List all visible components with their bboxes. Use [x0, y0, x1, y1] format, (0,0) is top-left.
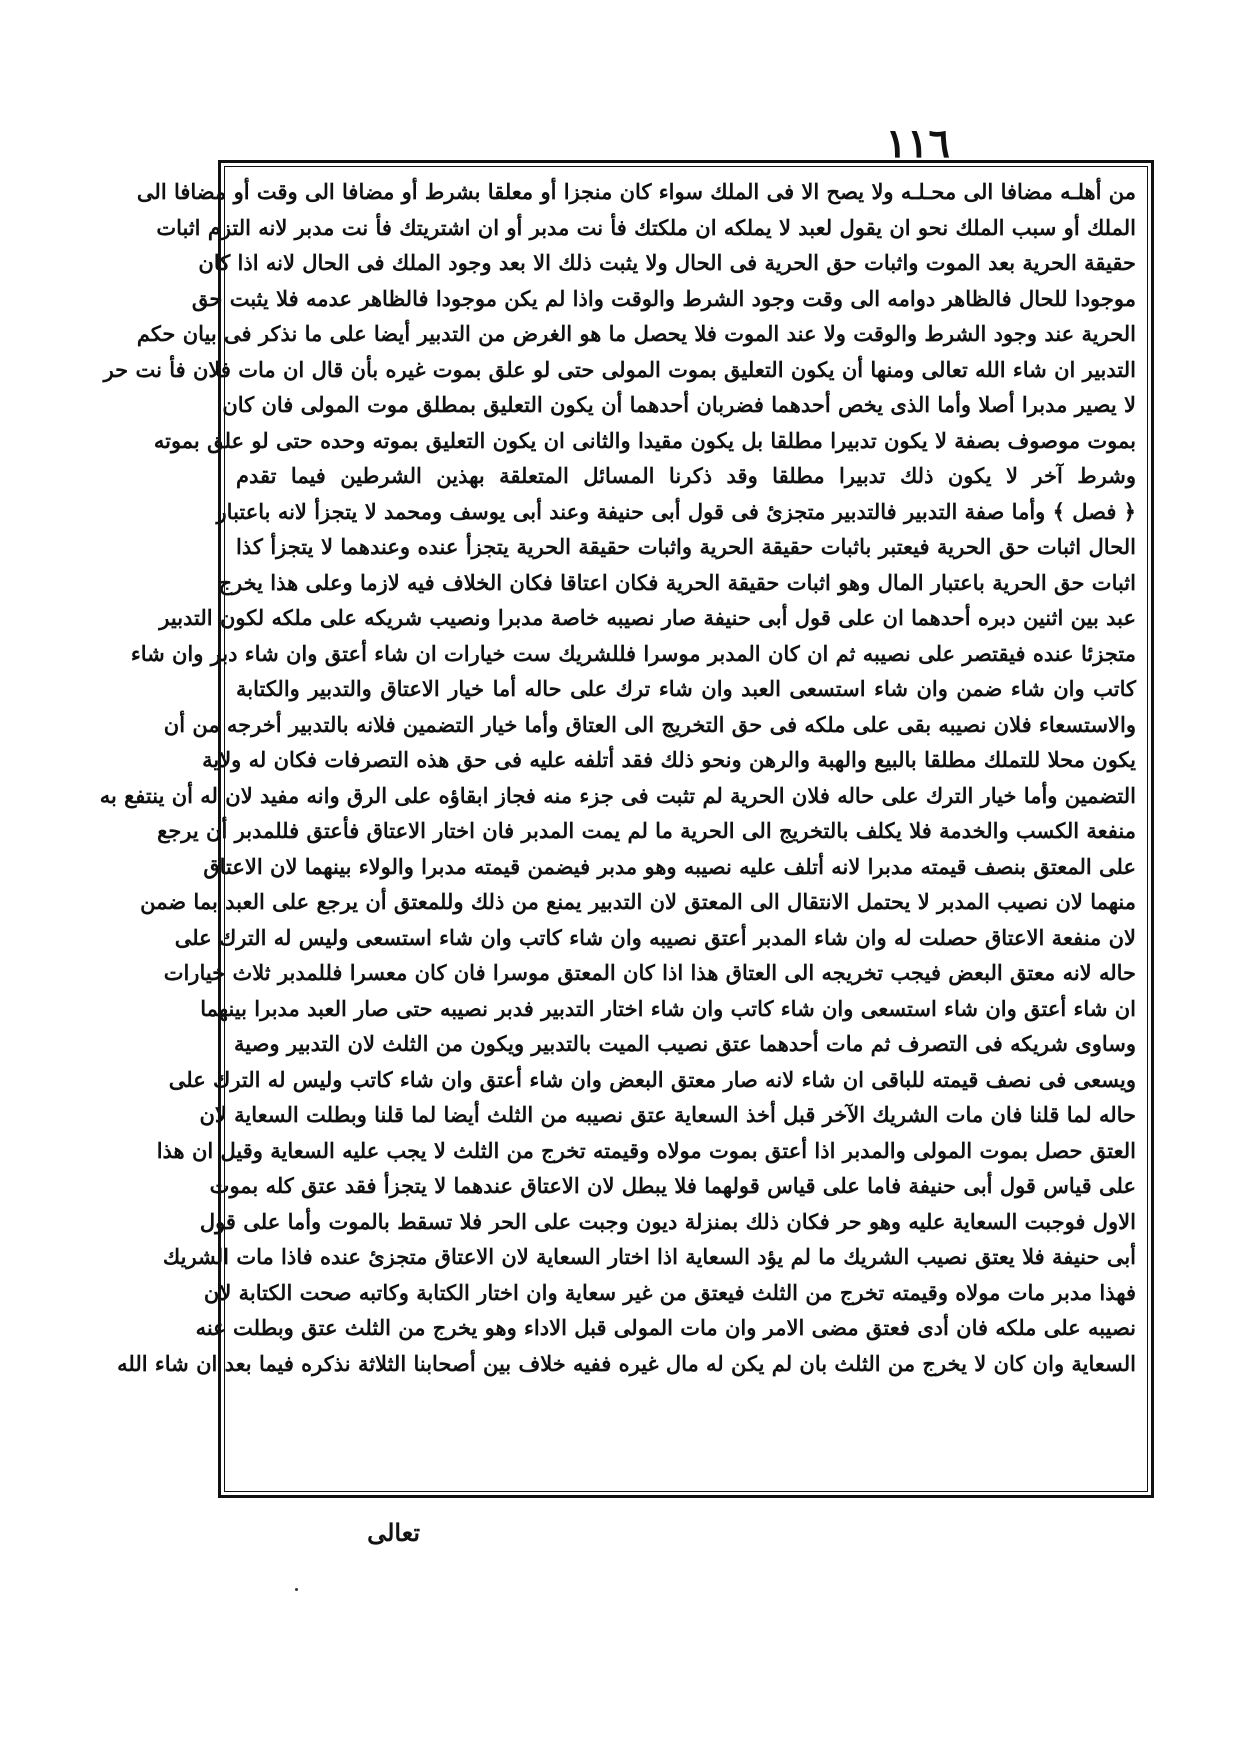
text-line: لا يصير مدبرا أصلا وأما الذى يخص أحدهما فضربان أحدهما أن يكون التعليق بمطلق موت المولى فان كان	[222, 392, 1136, 417]
text-line: حقيقة الحرية بعد الموت واثبات حق الحرية فى الحال ولا يثبت ذلك الا بعد وجود الملك فى الحال لانه اذا كان	[198, 250, 1136, 275]
text-line: الاول فوجبت السعاية عليه وهو حر فكان ذلك بمنزلة ديون وجبت على الحر فلا تسقط بالموت وأما على قول	[199, 1208, 1136, 1234]
text-line: وساوى شريكه فى التصرف ثم مات أحدهما عتق نصيب الميت بالتدبير ويكون من الثلث لان التدبير وصية	[234, 1031, 1136, 1056]
text-column	[99, 170, 1144, 1490]
text-line: موجودا للحال فالظاهر دوامه الى وقت وجود الشرط والوقت واذا لم يكن موجودا فالظاهر عدمه فلا يثبت حق	[191, 285, 1136, 311]
text-line: الملك أو سبب الملك نحو ان يقول لعبد لا يملكه ان ملكتك فأ نت مدبر أو ان اشتريتك فأ نت مدبر لانه التزم اثبات	[156, 214, 1136, 240]
text-line: ان شاء أعتق وان شاء استسعى وان شاء كاتب وان شاء اختار التدبير فدبر نصيبه حتى صار العبد مدبرا بينهما	[200, 995, 1136, 1021]
text-line: منفعة الكسب والخدمة فلا يكلف بالتخريج الى الحرية ما لم يمت المدبر فان اختار الاعتاق فأعتق فللمدبر أن يرجع	[157, 818, 1136, 843]
text-line: من أهلـه مضافا الى محـلـه ولا يصح الا فى الملك سواء كان منجزا أو معلقا بشرط أو مضافا الى وقت أو مضافا الى	[136, 179, 1136, 204]
text-line: ويسعى فى نصف قيمته للباقى ان شاء لانه صار معتق البعض وان شاء أعتق وان شاء كاتب وليس له الترك على	[168, 1066, 1136, 1092]
text-line: الحرية عند وجود الشرط والوقت ولا عند الموت فلا يحصل ما هو الغرض من التدبير أيضا على ما نذكر فى بيان حكم	[136, 321, 1136, 346]
text-line: عبد بين اثنين دبره أحدهما ان على قول أبى حنيفة صار نصيبه خاصة مدبرا ونصيب شريكه على ملكه لكون التدبير	[159, 605, 1136, 630]
text-line: أبى حنيفة فلا يعتق نصيب الشريك ما لم يؤد السعاية اذا اختار السعاية لان الاعتاق متجزئ عنده فاذا مات الشريك	[162, 1244, 1136, 1269]
text-line: على قياس قول أبى حنيفة فاما على قياس قولهما فلا يبطل لان الاعتاق عندهما لا يتجزأ فقد عتق كله بموت	[209, 1173, 1136, 1198]
text-line: والاستسعاء فلان نصيبه بقى على ملكه فى حق التخريج الى العتاق وأما خيار التضمين فلانه بالتدبير أخرجه من أن	[163, 711, 1136, 737]
text-line: على المعتق بنصف قيمته مدبرا لانه أتلف عليه نصيبه وهو مدبر فيضمن قيمته مدبرا والولاء بينهما لان الاعتاق	[203, 853, 1136, 879]
catchword: تعالى	[367, 1518, 420, 1547]
text-line: اثبات حق الحرية باعتبار المال وهو اثبات حقيقة الحرية فكان اعتاقا فكان الخلاف فيه لازما وعلى هذا يخرج	[218, 569, 1136, 595]
text-line: كاتب وان شاء ضمن وان شاء استسعى العبد وان شاء ترك على حاله أما خيار الاعتاق والتدبير والكتابة	[236, 676, 1136, 701]
text-line: متجزئا عنده فيقتصر على نصيبه ثم ان كان المدبر موسرا فللشريك ست خيارات ان شاء أعتق وان شاء دبر وان شاء	[130, 640, 1136, 666]
text-line: ﴿ فصل ﴾ وأما صفة التدبير فالتدبير متجزئ فى قول أبى حنيفة وعند أبى يوسف ومحمد لا يتجزأ لانه باعتبار	[216, 498, 1136, 524]
text-line: بموت موصوف بصفة لا يكون تدبيرا مطلقا بل يكون مقيدا والثانى ان يكون التعليق بموته وحده حتى لو علق بموته	[153, 427, 1136, 453]
text-line: حاله لانه معتق البعض فيجب تخريجه الى العتاق هذا اذا كان المعتق موسرا فان كان معسرا فللمدبر ثلاث خيارات	[163, 960, 1136, 985]
text-line: الحال اثبات حق الحرية فيعتبر باثبات حقيقة الحرية واثبات حقيقة الحرية يتجزأ عنده وعندهما لا يتجزأ كذا	[236, 534, 1136, 559]
ink-dot	[295, 1588, 298, 1591]
text-line: فهذا مدبر مات مولاه وقيمته تخرج من الثلث فيعتق من غير سعاية وان اختار الكتابة وكاتبه صحت الكتابة لان	[203, 1279, 1136, 1305]
text-line: العتق حصل بموت المولى والمدبر اذا أعتق بموت مولاه وقيمته تخرج من الثلث لا يجب عليه السعاية وقيل ان هذا	[156, 1137, 1136, 1163]
text-line: نصيبه على ملكه فان أدى فعتق مضى الامر وان مات المولى قبل الاداء وهو يخرج من الثلث عتق وبطلت عنه	[195, 1315, 1136, 1340]
text-line: لان منفعة الاعتاق حصلت له وان شاء المدبر أعتق نصيبه وان شاء كاتب وان شاء استسعى وليس له الترك على	[174, 924, 1136, 950]
text-line: التدبير ان شاء الله تعالى ومنها أن يكون التعليق بموت المولى حتى لو علق بموت غيره بأن قال ان مات فلان فأ نت حر	[103, 356, 1136, 382]
text-line: حاله لما قلنا فان مات الشريك الآخر قبل أخذ السعاية عتق نصيبه من الثلث أيضا لما قلنا وبطلت السعاية لان	[199, 1102, 1136, 1127]
text-line: منهما لان نصيب المدبر لا يحتمل الانتقال الى المعتق لان التدبير يمنع من ذلك وللمعتق أن يرجع على العبد بما ضمن	[140, 889, 1136, 914]
text-line: يكون محلا للتملك مطلقا بالبيع والهبة والرهن ونحو ذلك فقد أتلفه عليه فى حق هذه التصرفات فكان له ولاية	[202, 747, 1136, 772]
page-number: ١١٦	[885, 120, 950, 167]
text-line: التضمين وأما خيار الترك على حاله فلان الحرية لم تثبت فى جزء منه فجاز ابقاؤه على الرق وانه مفيد لان له أن ينتفع به	[99, 782, 1136, 808]
text-line: السعاية وان كان لا يخرج من الثلث بان لم يكن له مال غيره ففيه خلاف بين أصحابنا الثلاثة نذكره فيما بعد ان شاء الله	[117, 1350, 1136, 1376]
text-line: وشرط آخر لا يكون ذلك تدبيرا مطلقا وقد ذكرنا المسائل المتعلقة بهذين الشرطين فيما تقدم	[236, 463, 1136, 488]
